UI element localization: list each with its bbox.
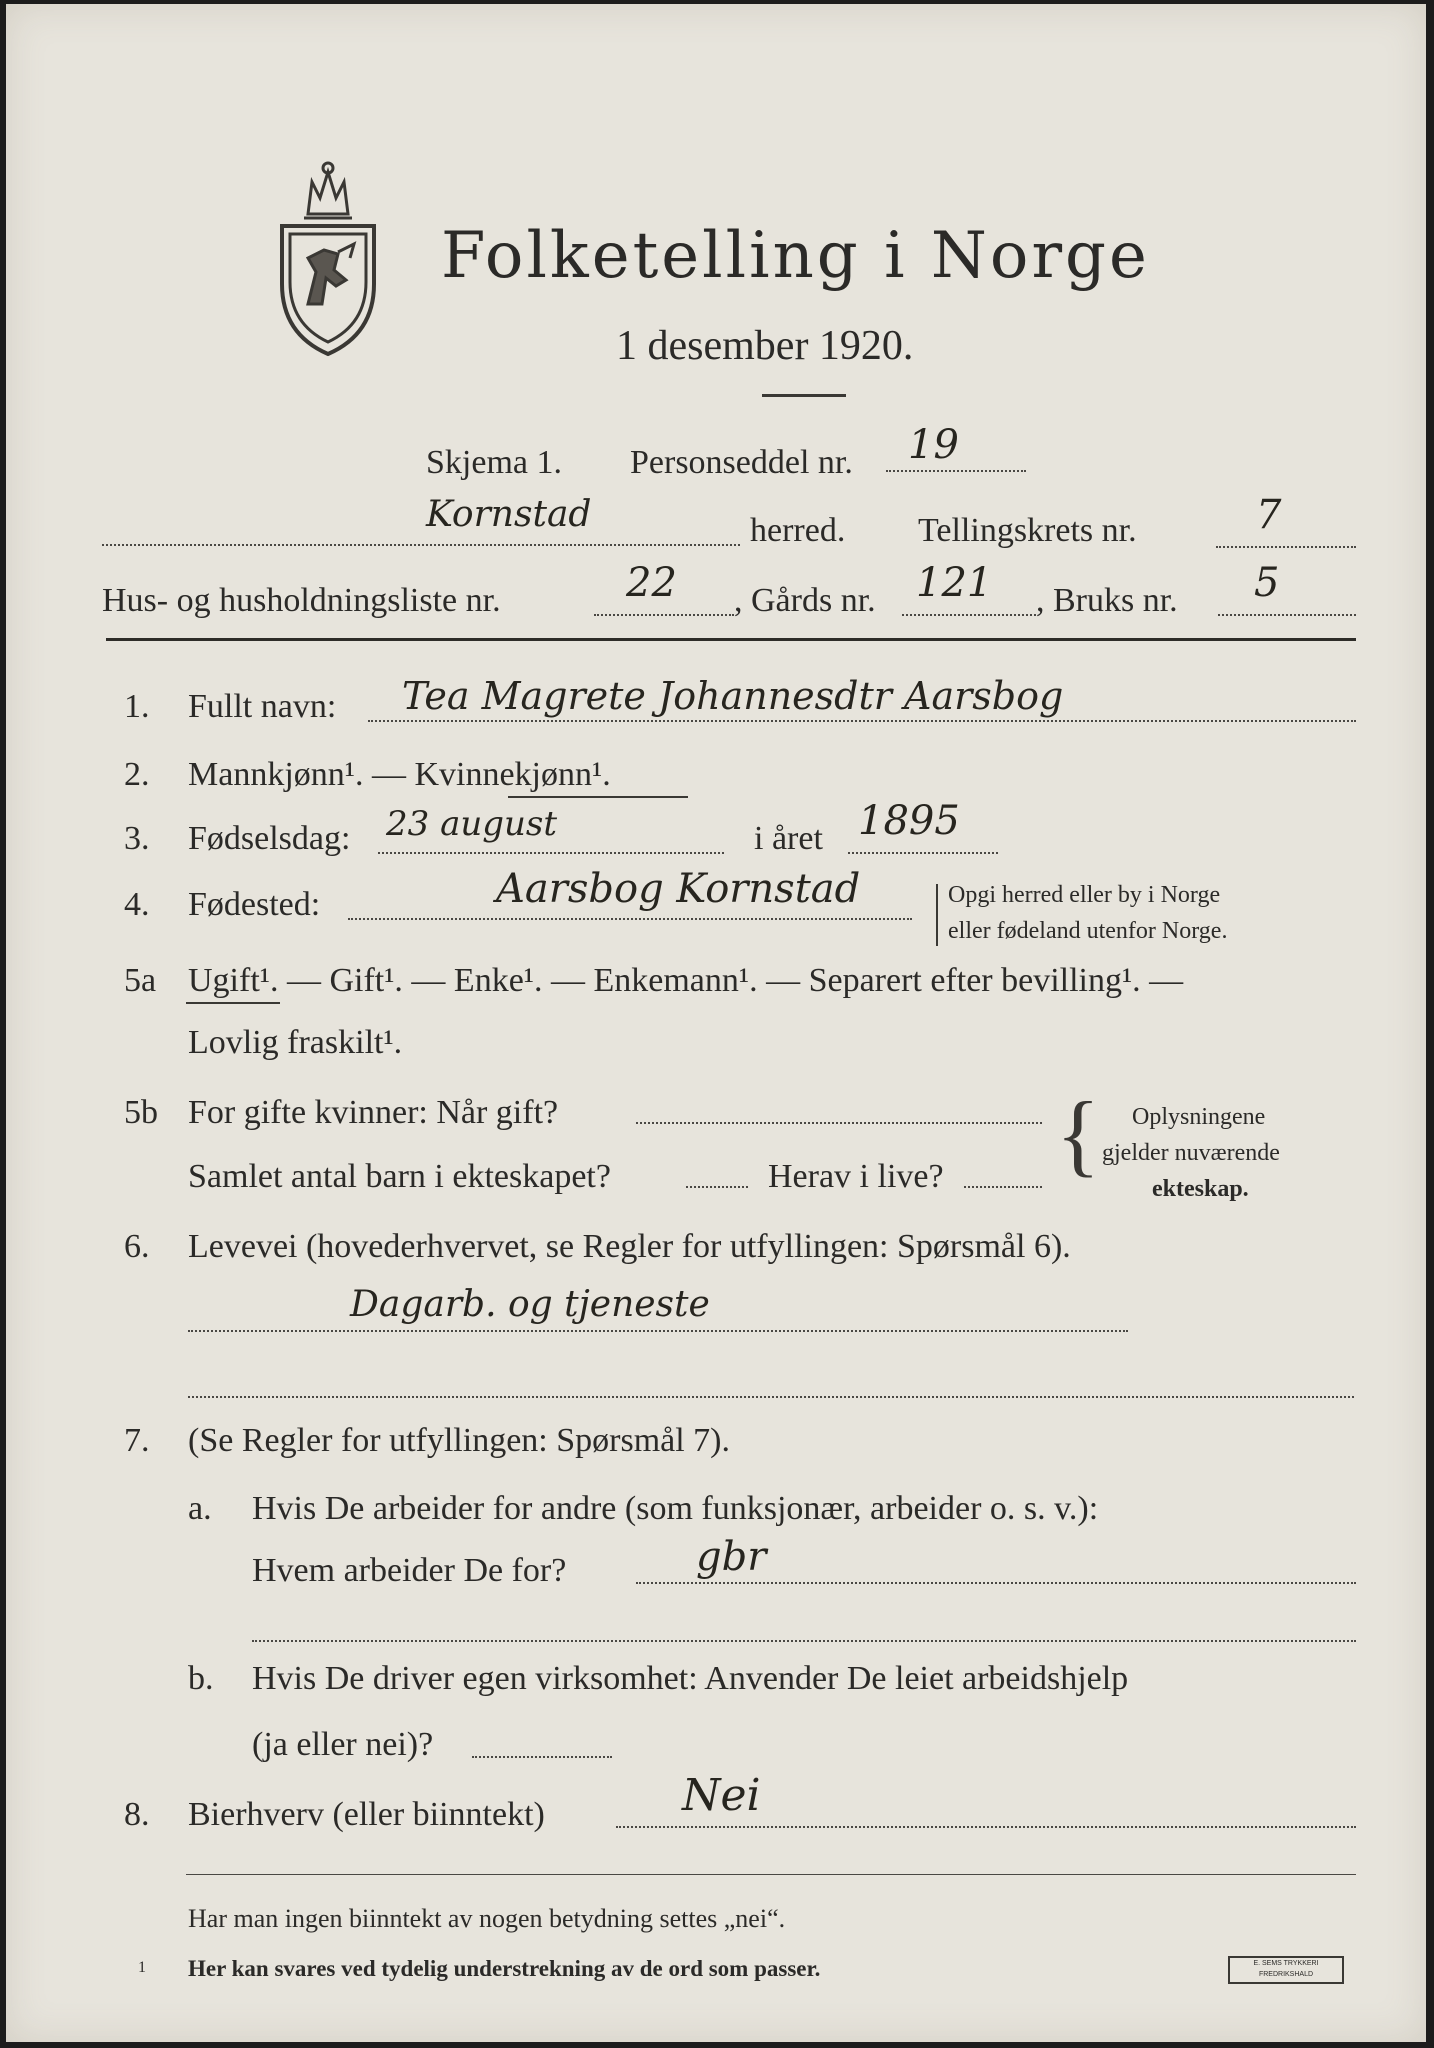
title-divider bbox=[762, 394, 846, 397]
personseddel-value[interactable]: 19 bbox=[908, 422, 959, 468]
q7b-line bbox=[472, 1756, 612, 1758]
q4-line bbox=[348, 918, 912, 920]
q5b-number: 5b bbox=[124, 1094, 158, 1131]
q5b-when-line bbox=[636, 1122, 1042, 1124]
q6-line-2 bbox=[188, 1396, 1354, 1398]
gards-label: , Gårds nr. bbox=[734, 582, 876, 619]
q5b-note-1: Oplysningene bbox=[1132, 1104, 1266, 1130]
hus-value[interactable]: 22 bbox=[626, 560, 677, 606]
q7a-letter: a. bbox=[188, 1490, 212, 1527]
q3-value[interactable]: 23 august bbox=[386, 804, 558, 844]
q4-note-1: Opgi herred eller by i Norge bbox=[948, 882, 1221, 908]
q3-year-line bbox=[848, 852, 998, 854]
herred-label: herred. bbox=[750, 512, 846, 549]
q6-value[interactable]: Dagarb. og tjeneste bbox=[350, 1284, 710, 1325]
q6-line-1 bbox=[188, 1330, 1128, 1332]
form-title: Folketelling i Norge bbox=[441, 219, 1150, 293]
bruks-line bbox=[1218, 614, 1356, 616]
tellingskrets-value[interactable]: 7 bbox=[1256, 492, 1282, 538]
q5a-label-2: Lovlig fraskilt¹. bbox=[188, 1024, 403, 1061]
skjema-label: Skjema 1. bbox=[426, 444, 562, 481]
printer-stamp: E. SEMS TRYKKERI FREDRIKSHALD bbox=[1228, 1956, 1344, 1984]
footer-note: Har man ingen biinntekt av nogen betydning settes „nei“. bbox=[188, 1904, 786, 1933]
q7b-label-2: (ja eller nei)? bbox=[252, 1726, 434, 1763]
q7a-line-2 bbox=[252, 1640, 1356, 1642]
personseddel-label: Personseddel nr. bbox=[630, 444, 853, 481]
q8-value[interactable]: Nei bbox=[682, 1770, 761, 1821]
q5b-label-2: Samlet antal barn i ekteskapet? bbox=[188, 1158, 611, 1195]
bruks-value[interactable]: 5 bbox=[1254, 560, 1280, 606]
q4-value[interactable]: Aarsbog Kornstad bbox=[496, 866, 861, 912]
q1-line bbox=[368, 720, 1356, 722]
q2-label: Mannkjønn¹. — Kvinnekjønn¹. bbox=[188, 756, 611, 793]
q5a-number: 5a bbox=[124, 962, 157, 999]
q8-label: Bierhverv (eller biinntekt) bbox=[188, 1796, 545, 1833]
q5a-underline-ugift bbox=[186, 1002, 280, 1004]
q7-label: (Se Regler for utfyllingen: Spørsmål 7). bbox=[188, 1422, 731, 1459]
q6-number: 6. bbox=[124, 1228, 150, 1265]
q3-line bbox=[378, 852, 724, 854]
q8-line bbox=[616, 1826, 1356, 1828]
q1-label: Fullt navn: bbox=[188, 688, 337, 725]
q5b-note-2: gjelder nuværende bbox=[1102, 1140, 1280, 1166]
q5b-alive-line bbox=[964, 1186, 1042, 1188]
q7b-letter: b. bbox=[188, 1660, 214, 1697]
coat-of-arms-icon bbox=[268, 154, 388, 359]
q3-year-value[interactable]: 1895 bbox=[858, 798, 960, 844]
q3-label: Fødselsdag: bbox=[188, 820, 351, 857]
hus-line bbox=[594, 614, 734, 616]
q5b-brace: { bbox=[1056, 1083, 1101, 1185]
herred-value[interactable]: Kornstad bbox=[426, 494, 592, 535]
q5b-label-3: Herav i live? bbox=[768, 1158, 944, 1195]
q2-underline-kvinnekjonn bbox=[508, 796, 688, 798]
q5b-children-line bbox=[686, 1186, 748, 1188]
q2-number: 2. bbox=[124, 756, 150, 793]
herred-line bbox=[102, 544, 740, 546]
q3-number: 3. bbox=[124, 820, 150, 857]
tellingskrets-line bbox=[1216, 546, 1356, 548]
q8-number: 8. bbox=[124, 1796, 150, 1833]
q3-year-label: i året bbox=[754, 820, 823, 857]
q6-label: Levevei (hovederhvervet, se Regler for utfyllingen: Spørsmål 6). bbox=[188, 1228, 1071, 1265]
bruks-label: , Bruks nr. bbox=[1036, 582, 1178, 619]
q5a-label: Ugift¹. — Gift¹. — Enke¹. — Enkemann¹. — Separert efter bevilling¹. — bbox=[188, 962, 1184, 999]
q5b-note-3: ekteskap. bbox=[1152, 1176, 1249, 1202]
census-form-page bbox=[6, 4, 1426, 2042]
q1-number: 1. bbox=[124, 688, 150, 725]
footnote-mark: 1 bbox=[138, 1959, 146, 1976]
tellingskrets-label: Tellingskrets nr. bbox=[918, 512, 1137, 549]
q7-number: 7. bbox=[124, 1422, 150, 1459]
q4-note-bracket bbox=[936, 884, 938, 946]
hus-label: Hus- og husholdningsliste nr. bbox=[102, 582, 501, 619]
gards-value[interactable]: 121 bbox=[916, 560, 993, 606]
q4-note-2: eller fødeland utenfor Norge. bbox=[948, 918, 1228, 944]
footer-divider bbox=[186, 1874, 1356, 1875]
q4-label: Fødested: bbox=[188, 886, 321, 923]
gards-line bbox=[902, 614, 1036, 616]
q5b-label: For gifte kvinner: Når gift? bbox=[188, 1094, 559, 1131]
q1-value[interactable]: Tea Magrete Johannesdtr Aarsbog bbox=[402, 674, 1064, 718]
q7a-label-2: Hvem arbeider De for? bbox=[252, 1552, 567, 1589]
q7a-value[interactable]: gbr bbox=[696, 1534, 767, 1580]
q4-number: 4. bbox=[124, 886, 150, 923]
footnote-text: Her kan svares ved tydelig understrekning av de ord som passer. bbox=[188, 1956, 821, 1981]
personseddel-line bbox=[886, 470, 1026, 472]
header-divider bbox=[106, 638, 1356, 641]
q7a-label: Hvis De arbeider for andre (som funksjonær, arbeider o. s. v.): bbox=[252, 1490, 1099, 1527]
q7b-label: Hvis De driver egen virksomhet: Anvender De leiet arbeidshjelp bbox=[252, 1660, 1129, 1697]
q7a-line-1 bbox=[636, 1582, 1356, 1584]
census-date: 1 desember 1920. bbox=[616, 323, 914, 369]
